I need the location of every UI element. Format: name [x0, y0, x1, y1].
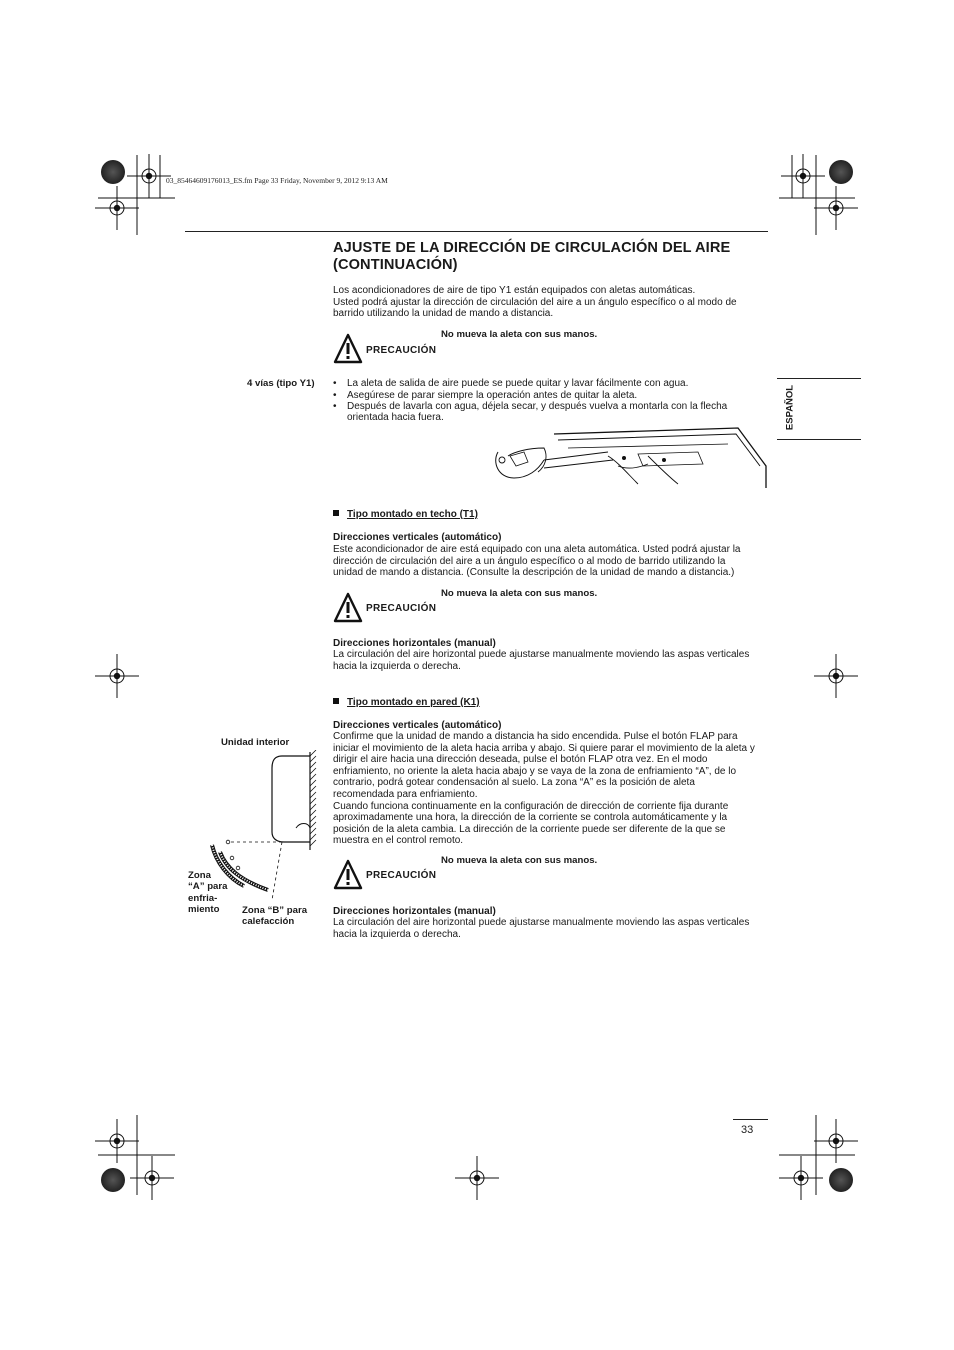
zone-a-line: “A” para	[188, 881, 228, 893]
zone-b-line: Zona “B” para	[242, 905, 308, 916]
text-line: Cuando funciona continuamente en la configuración de dirección de corriente fija durante	[333, 800, 729, 812]
top-rule	[185, 231, 768, 232]
text-line: muestra en el control remoto.	[333, 835, 464, 847]
warning-triangle-icon	[333, 859, 363, 891]
caution-text: No mueva la aleta con sus manos.	[441, 855, 598, 866]
ceiling-vertical-heading: Direcciones verticales (automático)	[333, 532, 502, 543]
four-way-bullets	[333, 378, 773, 413]
caution-text: No mueva la aleta con sus manos.	[441, 588, 598, 599]
zone-a-label	[188, 870, 227, 916]
intro-line: Usted podrá ajustar la dirección de circulación del aire a un ángulo específico o al modo de	[333, 296, 737, 308]
text-line: dirección de circulación del aire a un ángulo específico o al modo de barrido utilizando la	[333, 555, 726, 567]
page-number: 33	[741, 1124, 754, 1136]
title-line-2: (CONTINUACIÓN)	[333, 257, 458, 273]
language-tab-label: ESPAÑOL	[784, 384, 796, 431]
text-line: aproximadamente una hora, la dirección de la corriente se controla automáticamente y la	[333, 812, 728, 824]
text-line: iniciar el movimiento de la aleta hacia arriba y abajo. Si quiere parar el movimiento de la aleta y	[333, 742, 755, 754]
text-line: enfriamiento, no oriente la aleta hacia abajo y se vaya de la zona de enfriamiento “A”, de lo	[333, 765, 737, 777]
text-line: Este acondicionador de aire está equipado con una aleta automática. Usted podrá ajustar la	[333, 544, 741, 555]
text-line: hacia la izquierda o derecha.	[333, 928, 461, 940]
file-slug: 03_85464609176013_ES.fm Page 33 Friday, November 9, 2012 9:13 AM	[166, 176, 388, 185]
ceiling-horizontal-text	[333, 649, 773, 672]
text-line: dirigir el aire hacia una dirección deseada, pulse el botón FLAP otra vez. En el modo	[333, 754, 708, 766]
ceiling-vertical-text	[333, 544, 773, 579]
wall-horizontal-text	[333, 917, 773, 940]
text-line: recomendada para enfriamiento.	[333, 788, 478, 800]
list-item-continuation: orientada hacia fuera.	[347, 412, 444, 423]
caution-label: PRECAUCIÓN	[366, 345, 437, 356]
flap-removal-illustration	[488, 426, 770, 496]
zone-b-line: calefacción	[242, 916, 295, 928]
list-item: • La aleta de salida de aire puede se puede quitar y lavar fácilmente con agua.	[333, 378, 773, 390]
text-line: posición de la aleta cambia. La dirección de la corriente puede ser diferente de la que se	[333, 823, 726, 835]
square-bullet-icon	[333, 510, 339, 516]
zone-a-line: enfria-	[188, 892, 218, 904]
warning-triangle-icon	[333, 592, 363, 624]
text-line: La circulación del aire horizontal puede ajustarse manualmente moviendo las aspas verticales	[333, 917, 750, 928]
list-item: • Después de lavarla con agua, déjela secar, y después vuelva a montarla con la flecha	[333, 401, 773, 413]
zone-b-label	[242, 905, 307, 928]
caution-label: PRECAUCIÓN	[366, 870, 437, 881]
list-item: • Asegúrese de parar siempre la operación antes de quitar la aleta.	[333, 390, 773, 402]
intro-line: barrido utilizando la unidad de mando a distancia.	[333, 308, 554, 320]
caution-text: No mueva la aleta con sus manos.	[441, 329, 598, 340]
indoor-unit-label: Unidad interior	[221, 737, 290, 748]
caution-label: PRECAUCIÓN	[366, 603, 437, 614]
warning-triangle-icon	[333, 333, 363, 365]
wall-vertical-heading: Direcciones verticales (automático)	[333, 720, 502, 731]
zone-a-line: miento	[188, 904, 220, 916]
page-title	[333, 240, 730, 274]
wall-horizontal-heading: Direcciones horizontales (manual)	[333, 906, 496, 917]
ceiling-horizontal-heading: Direcciones horizontales (manual)	[333, 638, 496, 649]
text-line: unidad de mando a distancia. (Consulte la descripción de la unidad de mando a distancia.)	[333, 567, 735, 579]
ceiling-heading-text: Tipo montado en techo (T1)	[347, 509, 478, 520]
text-line: Confirme que la unidad de mando a distancia ha sido encendida. Pulse el botón FLAP para	[333, 731, 738, 742]
intro-line: Los acondicionadores de aire de tipo Y1 están equipados con aletas automáticas.	[333, 285, 696, 296]
four-way-label: 4 vías (tipo Y1)	[247, 378, 315, 389]
text-line: contrario, podrá gotear condensación al suelo. La zona “A” es la posición de aleta	[333, 777, 695, 789]
zone-a-line: Zona	[188, 870, 211, 881]
wall-heading	[333, 697, 480, 708]
intro-paragraph	[333, 285, 773, 320]
square-bullet-icon	[333, 698, 339, 704]
wall-heading-text: Tipo montado en pared (K1)	[347, 697, 480, 708]
text-line: La circulación del aire horizontal puede ajustarse manualmente moviendo las aspas verticales	[333, 649, 750, 660]
title-line-1: AJUSTE DE LA DIRECCIÓN DE CIRCULACIÓN DEL AIRE	[333, 240, 731, 256]
text-line: hacia la izquierda o derecha.	[333, 660, 461, 672]
ceiling-heading	[333, 509, 478, 520]
page-number-rule	[733, 1119, 768, 1120]
wall-vertical-text	[333, 731, 773, 847]
